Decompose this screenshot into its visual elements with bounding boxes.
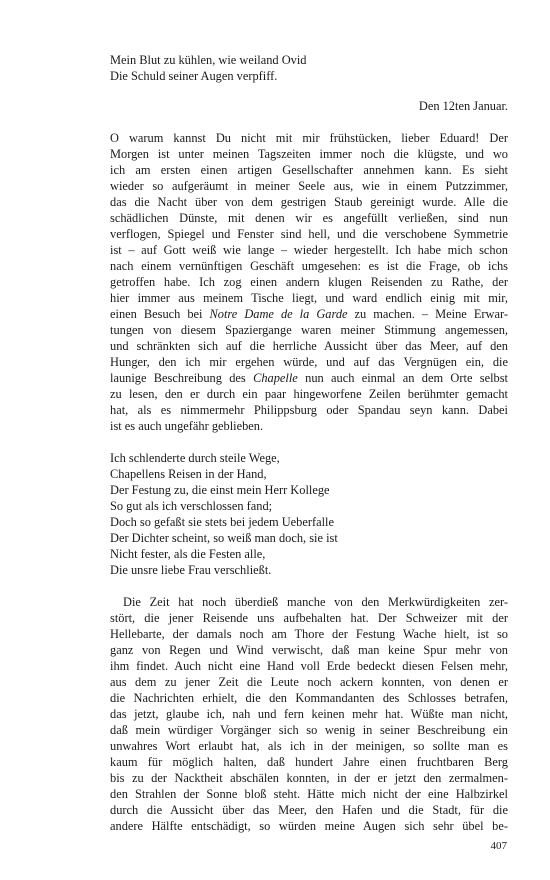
verse-line: Ich schlenderte durch steile Wege,	[110, 451, 280, 465]
text-line: stört, die jener Reisende uns aufbehalten hat. Der Schweizer mit der	[110, 611, 508, 625]
text-line: bis zu der Nacktheit abschälen konnten, in der er jetzt den zermalmen-	[110, 771, 508, 785]
verse-line: Der Dichter scheint, so weiß man doch, sie ist	[110, 531, 338, 545]
text-line: durch die Aussicht über das Meer, den Hafen und die Stadt, für die	[110, 803, 508, 817]
text-line: die Nachrichten erhielt, die den Kommandanten des Schlosses betrafen,	[110, 691, 508, 705]
verse-line: Chapellens Reisen in der Hand,	[110, 467, 267, 481]
verse-line: Doch so gefaßt sie stets bei jedem Ueberfalle	[110, 515, 334, 529]
italic-name: Chapelle	[253, 371, 298, 385]
text-line: Morgen ist unter meinen Tagszeiten immer noch die klügste, und wo	[110, 147, 508, 161]
text-line	[110, 306, 508, 322]
text-line: ihm findet. Auch nicht eine Hand voll Erde bedeckt diesen Felsen mehr,	[110, 659, 508, 673]
text-line: kaum für möglich halten, daß hundert Jahre einen fruchtbaren Berg	[110, 755, 508, 769]
text-line: tungen von diesem Spaziergange waren meiner Stimmung angemessen,	[110, 323, 508, 337]
text-line	[110, 370, 508, 386]
text-line: getroffen habe. Ich zog einen andern klugen Reisenden zu Rathe, der	[110, 275, 508, 289]
page-number: 407	[490, 840, 507, 852]
text-line: Hellebarte, der damals noch am Thore der Festung Wache hielt, ist so	[110, 627, 508, 641]
text-run: nun auch einmal an dem Orte selbst	[297, 371, 508, 385]
text-run: launige Beschreibung des	[110, 371, 254, 385]
text-line: O warum kannst Du nicht mit mir frühstücken, lieber Eduard! Der	[110, 131, 508, 145]
italic-title: Notre Dame de la Garde	[209, 307, 348, 321]
verse-line: Nicht fester, als die Festen alle,	[110, 547, 266, 561]
paragraph-1	[110, 130, 508, 434]
text-line: aus dem zu jener Zeit die Leute noch ackern konnten, von denen er	[110, 675, 508, 689]
text-run: zu machen. – Meine Erwar-	[347, 307, 508, 321]
text-line: das die Nacht über von dem gestrigen Staub gereinigt wurde. Alle die	[110, 195, 508, 209]
text-line: andere Hälfte entschädigt, so würden meine Augen sich sehr übel be-	[110, 819, 508, 833]
text-line: ist es auch ungefähr geblieben.	[110, 419, 264, 433]
verse-line: Mein Blut zu kühlen, wie weiland Ovid	[110, 53, 307, 67]
text-line: Hunger, den ich mir ergehen würde, und auf das Vergnügen ein, die	[110, 355, 508, 369]
text-line: nach einem vernünftigen Geschäft umgesehen: es ist die Frage, ob ichs	[110, 259, 508, 273]
text-line: daß mein würdiger Vorgänger sich so wenig in seiner Beschreibung ein	[110, 723, 508, 737]
verse-line: Der Festung zu, die einst mein Herr Kollege	[110, 483, 330, 497]
text-line: den Strahlen der Sonne bloß steht. Hätte mich nicht der eine Halbzirkel	[110, 787, 508, 801]
text-line: hier immer aus meinem Tische liegt, und ward endlich einig mit mir,	[110, 291, 508, 305]
text-line: zu lesen, den er durch ein paar hingeworfene Zeilen berühmter gemacht	[110, 387, 508, 401]
verse-line: Die unsre liebe Frau verschließt.	[110, 563, 272, 577]
dateline: Den 12ten Januar.	[418, 99, 508, 113]
text-line: hat, als es nimmermehr Philippsburg oder Spandau seyn kann. Dabei	[110, 403, 508, 417]
text-line: ich am ersten einen artigen Gesellschafter annehmen kann. Es sieht	[110, 163, 508, 177]
verse-line: Die Schuld seiner Augen verpfiff.	[110, 69, 278, 83]
paragraph-2	[110, 594, 508, 834]
text-line: wieder so aufgeräumt in meiner Seele aus, wie in einem Putzzimmer,	[110, 179, 508, 193]
text-line: unwahres Wort erlaubt hat, als ich in der meinigen, so sollte man es	[110, 739, 508, 753]
text-line: verflogen, Spiegel und Fenster sind hell, und die verschobene Symmetrie	[110, 227, 508, 241]
text-line: ist – auf Gott weiß wie lange – wieder hergestellt. Ich habe mich schon	[110, 243, 508, 257]
text-line: schädlichen Dünste, mit denen wir es angefüllt verließen, sind nun	[110, 211, 508, 225]
text-line: und schränkten sich auf die herrliche Aussicht über das Meer, auf den	[110, 339, 508, 353]
text-line: das jetzt, glaube ich, nah und fern keinen mehr hat. Wüßte man nicht,	[110, 707, 508, 721]
text-line: ganz von Regen und Wind verwischt, daß man keine Spur mehr von	[110, 643, 508, 657]
verse-middle	[110, 450, 508, 578]
verse-top	[110, 52, 508, 84]
verse-line: So gut als ich verschlossen fand;	[110, 499, 273, 513]
text-run: einen Besuch bei	[110, 307, 210, 321]
text-line: Die Zeit hat noch überdieß manche von den Merkwürdigkeiten zer-	[123, 595, 508, 609]
page-body	[110, 52, 508, 834]
